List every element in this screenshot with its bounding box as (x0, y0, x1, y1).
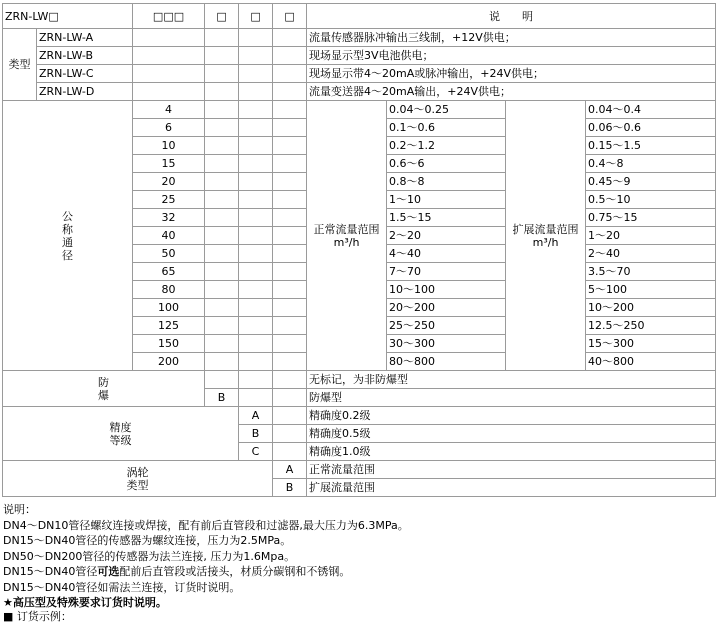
notes-title: 说明： (3, 503, 36, 516)
extended-range-value: 5～100 (586, 281, 716, 299)
extended-range-value: 0.06～0.6 (586, 119, 716, 137)
extended-range-value: 12.5～250 (586, 317, 716, 335)
explosion-label-text: 防爆 (98, 375, 109, 402)
extended-range-unit: m³/h (532, 235, 559, 249)
extended-range-value: 0.04～0.4 (586, 101, 716, 119)
type-model: ZRN-LW-D (37, 83, 133, 101)
extended-range-value: 1～20 (586, 227, 716, 245)
explosion-label (3, 371, 205, 407)
dn-value: 65 (133, 263, 205, 281)
turbine-label-text: 涡轮类型 (126, 465, 149, 492)
accuracy-label (3, 407, 239, 461)
dn-value: 10 (133, 137, 205, 155)
description-header: 说 明 (307, 4, 716, 29)
normal-range-value: 20～200 (387, 299, 506, 317)
extended-range-value: 0.4～8 (586, 155, 716, 173)
extended-range-title: 扩展流量范围 (512, 222, 579, 236)
explosion-code: B (205, 389, 239, 407)
accuracy-desc: 精确度0.5级 (307, 425, 716, 443)
type-model: ZRN-LW-C (37, 65, 133, 83)
note-line-text: 配前后直管段或活接头，材质分碳钢和不锈钢。 (119, 565, 351, 578)
normal-range-value: 4～40 (387, 245, 506, 263)
type-desc: 现场显示带4～20mA或脉冲输出，+24V供电； (307, 65, 716, 83)
normal-range-value: 1～10 (387, 191, 506, 209)
type-row (3, 29, 716, 47)
explosion-b-desc: 防爆型 (307, 389, 716, 407)
accuracy-label-text: 精度等级 (109, 420, 132, 447)
type-row (3, 83, 716, 101)
dn-value: 40 (133, 227, 205, 245)
dn-value: 50 (133, 245, 205, 263)
note-line (3, 564, 715, 580)
header-row (3, 4, 716, 29)
normal-range-value: 1.5～15 (387, 209, 506, 227)
normal-range-value: 25～250 (387, 317, 506, 335)
star-note: ★高压型及特殊要求订货时说明。 (3, 596, 167, 609)
type-label: 类型 (3, 29, 37, 101)
normal-range-value: 0.8～8 (387, 173, 506, 191)
normal-range-label (307, 101, 387, 371)
extended-range-value: 0.5～10 (586, 191, 716, 209)
type-desc: 流量传感器脉冲输出三线制，+12V供电； (307, 29, 716, 47)
selection-table (2, 3, 716, 497)
dn-value: 4 (133, 101, 205, 119)
code-cell-explosion: □ (205, 4, 239, 29)
cut-off-line: ■ 订货示例： (3, 609, 72, 623)
accuracy-desc: 精确度0.2级 (307, 407, 716, 425)
extended-range-value: 40～800 (586, 353, 716, 371)
code-cell-turbine: □ (273, 4, 307, 29)
type-model: ZRN-LW-A (37, 29, 133, 47)
explosion-row (3, 371, 716, 389)
diameter-label-text: 公称通径 (62, 209, 73, 262)
normal-range-value: 10～100 (387, 281, 506, 299)
turbine-desc: 正常流量范围 (307, 461, 716, 479)
type-desc: 流量变送器4～20mA输出，+24V供电； (307, 83, 716, 101)
diameter-row (3, 101, 716, 119)
note-line: DN15～DN40管径如需法兰连接，订货时说明。 (3, 580, 241, 594)
accuracy-desc: 精确度1.0级 (307, 443, 716, 461)
type-row (3, 65, 716, 83)
normal-range-value: 80～800 (387, 353, 506, 371)
code-cell-diameter: □□□ (133, 4, 205, 29)
normal-range-value: 0.04～0.25 (387, 101, 506, 119)
extended-range-label (506, 101, 586, 371)
turbine-label (3, 461, 273, 497)
dn-value: 32 (133, 209, 205, 227)
extended-range-value: 10～200 (586, 299, 716, 317)
dn-value: 125 (133, 317, 205, 335)
normal-range-unit: m³/h (333, 235, 360, 249)
model-prefix-cell: ZRN-LW□ (3, 4, 133, 29)
dn-value: 80 (133, 281, 205, 299)
normal-range-value: 7～70 (387, 263, 506, 281)
accuracy-code: A (239, 407, 273, 425)
normal-range-value: 0.2～1.2 (387, 137, 506, 155)
diameter-label (3, 101, 133, 371)
dn-value: 100 (133, 299, 205, 317)
explosion-none-desc: 无标记，为非防爆型 (307, 371, 716, 389)
note-line: DN15～DN40管径的传感器为螺纹连接，压力为2.5MPa。 (3, 534, 292, 547)
extended-range-value: 0.75～15 (586, 209, 716, 227)
note-line: DN50～DN200管径的传感器为法兰连接, 压力为1.6Mpa。 (3, 549, 296, 563)
notes-block (3, 502, 715, 623)
extended-range-value: 2～40 (586, 245, 716, 263)
normal-range-value: 2～20 (387, 227, 506, 245)
type-row (3, 47, 716, 65)
accuracy-code: B (239, 425, 273, 443)
accuracy-code: C (239, 443, 273, 461)
normal-range-value: 0.1～0.6 (387, 119, 506, 137)
dn-value: 25 (133, 191, 205, 209)
accuracy-row (3, 407, 716, 425)
dn-value: 15 (133, 155, 205, 173)
turbine-row (3, 461, 716, 479)
extended-range-value: 0.45～9 (586, 173, 716, 191)
normal-range-value: 0.6～6 (387, 155, 506, 173)
dn-value: 20 (133, 173, 205, 191)
dn-value: 6 (133, 119, 205, 137)
turbine-code: A (273, 461, 307, 479)
extended-range-value: 15～300 (586, 335, 716, 353)
turbine-code: B (273, 479, 307, 497)
dn-value: 200 (133, 353, 205, 371)
turbine-desc: 扩展流量范围 (307, 479, 716, 497)
note-line-text: DN15～DN40管径 (3, 565, 98, 578)
normal-range-value: 30～300 (387, 335, 506, 353)
normal-range-title: 正常流量范围 (313, 222, 380, 236)
extended-range-value: 0.15～1.5 (586, 137, 716, 155)
dn-value: 150 (133, 335, 205, 353)
code-cell-accuracy: □ (239, 4, 273, 29)
type-desc: 现场显示型3V电池供电； (307, 47, 716, 65)
extended-range-value: 3.5～70 (586, 263, 716, 281)
note-line: DN4～DN10管径螺纹连接或焊接，配有前后直管段和过滤器,最大压力为6.3MPa。 (3, 518, 409, 532)
note-emphasis: 可选 (97, 565, 120, 578)
type-model: ZRN-LW-B (37, 47, 133, 65)
